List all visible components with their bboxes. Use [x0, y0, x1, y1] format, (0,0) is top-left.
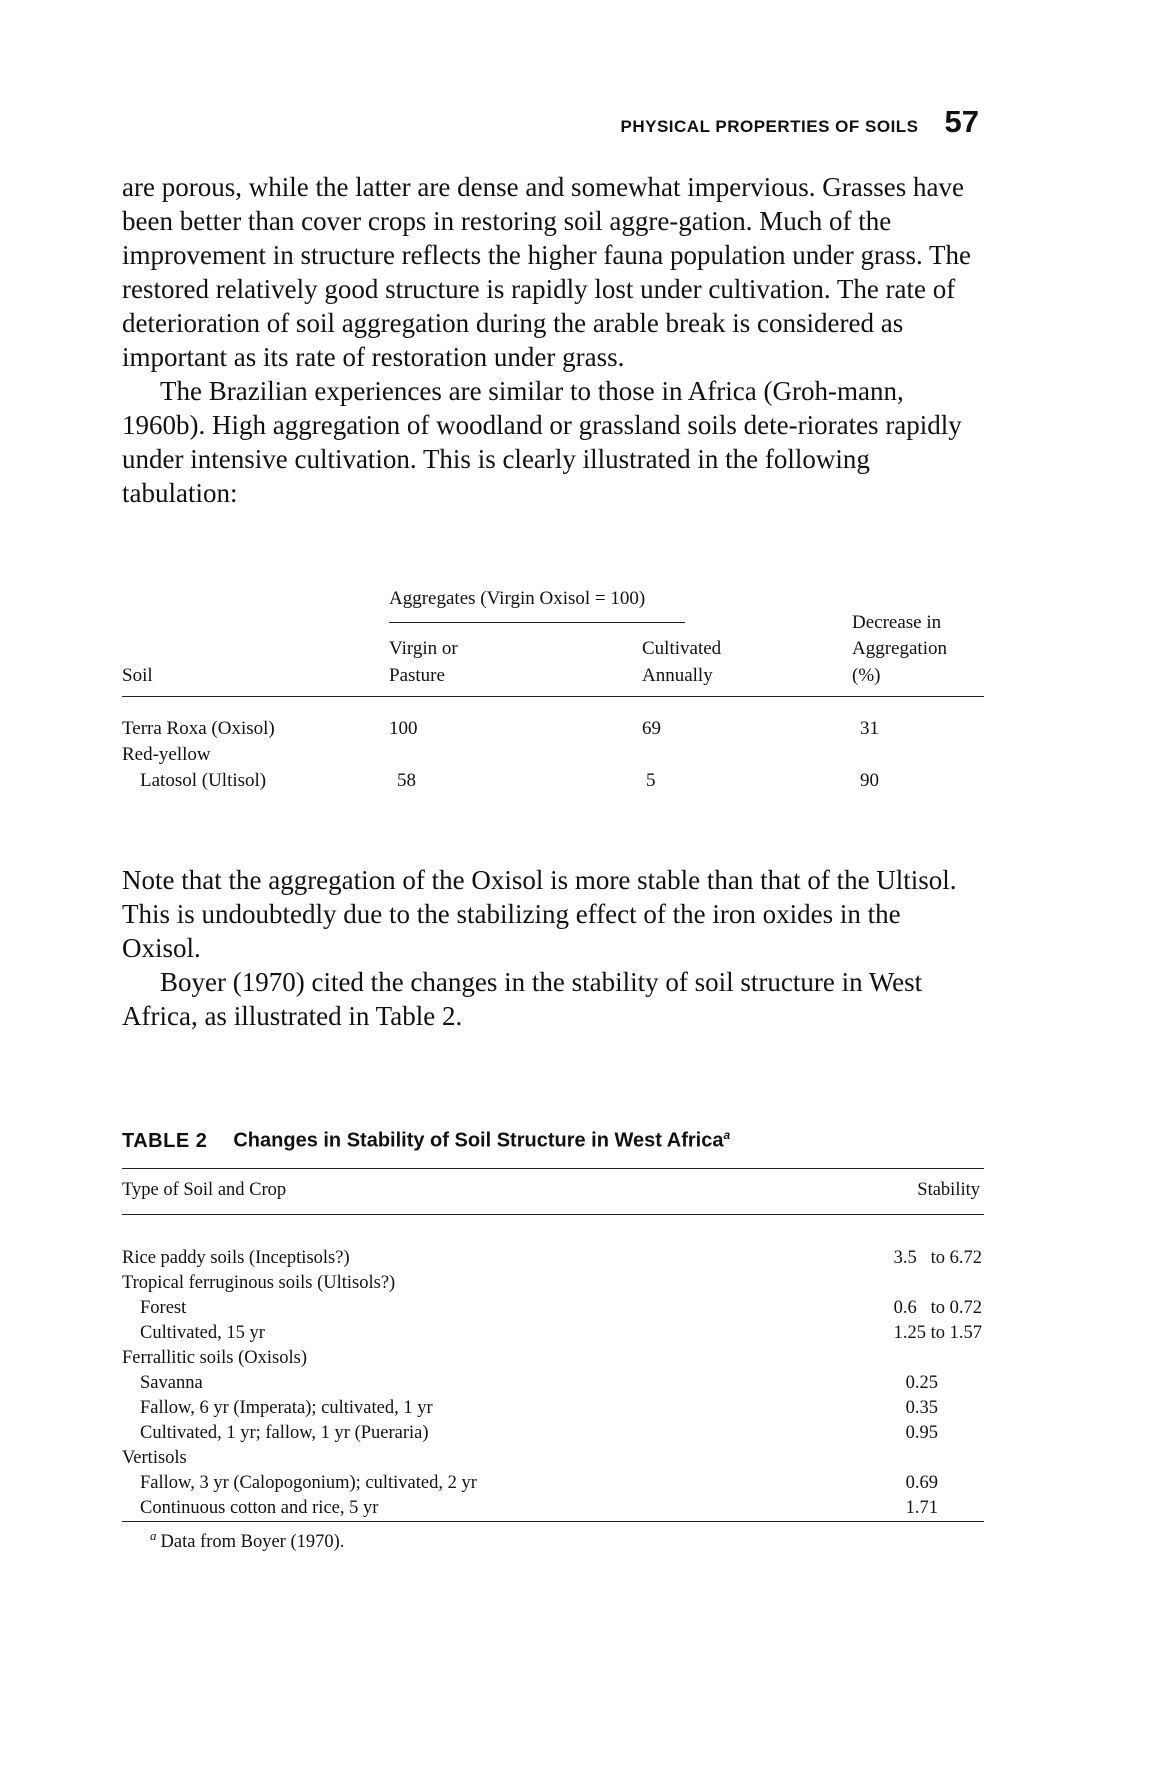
row-label: Vertisols	[122, 1448, 187, 1468]
row-label: Tropical ferruginous soils (Ultisols?)	[122, 1273, 396, 1293]
footnote-text: Data from Boyer (1970).	[160, 1532, 345, 1553]
table-caption	[122, 1128, 730, 1153]
group-header: Aggregates (Virgin Oxisol = 100)	[389, 588, 646, 609]
table-row	[122, 1273, 984, 1298]
footnote-mark: a	[150, 1528, 157, 1543]
table-rows	[122, 1248, 984, 1523]
row-soil: Red-yellow	[122, 744, 211, 765]
col-header-virgin-2: Pasture	[389, 665, 445, 686]
col-header-decrease-1: Decrease in	[852, 612, 942, 633]
table-row	[122, 1298, 984, 1323]
row-stability-value: 0.6 to 0.72	[893, 1298, 982, 1318]
col-header-decrease-3: (%)	[852, 665, 881, 686]
body-text-bottom	[122, 863, 984, 1033]
col-header-cultivated-1: Cultivated	[642, 638, 722, 659]
col-header-type: Type of Soil and Crop	[122, 1180, 287, 1200]
table-label: TABLE 2	[122, 1129, 208, 1152]
col-header-cultivated-2: Annually	[642, 665, 713, 686]
row-virgin: 58	[397, 770, 416, 791]
row-label: Rice paddy soils (Inceptisols?)	[122, 1248, 350, 1268]
row-label: Forest	[140, 1298, 187, 1318]
row-stability-value: 0.95	[905, 1423, 938, 1443]
row-stability-value: 0.69	[905, 1473, 938, 1493]
row-cultivated: 69	[642, 718, 661, 739]
table-title	[233, 1128, 730, 1153]
table-row	[122, 1348, 984, 1373]
row-label: Cultivated, 1 yr; fallow, 1 yr (Pueraria)	[140, 1423, 429, 1443]
table-footnote	[150, 1528, 344, 1553]
table-row	[122, 1398, 984, 1423]
row-label: Fallow, 6 yr (Imperata); cultivated, 1 yr	[140, 1398, 433, 1418]
table-bottom-rule	[122, 1521, 984, 1522]
row-soil: Terra Roxa (Oxisol)	[122, 718, 275, 739]
row-virgin: 100	[389, 718, 418, 739]
row-decrease: 31	[860, 718, 879, 739]
paragraph: Boyer (1970) cited the changes in the stability of soil structure in West Africa, as illustrated in Table 2.	[122, 967, 923, 1031]
table-row	[122, 1248, 984, 1273]
row-stability-value: 0.25	[905, 1373, 938, 1393]
group-header-rule	[389, 622, 685, 623]
table-row	[122, 1373, 984, 1398]
col-header-stability: Stability	[917, 1180, 980, 1200]
table-row	[122, 1423, 984, 1448]
row-stability-value: 0.35	[905, 1398, 938, 1418]
paragraph: The Brazilian experiences are similar to those in Africa (Groh-mann, 1960b). High aggregation of woodland or grassland soils dete-riorates rapidly under intensive cultivation. This is clearly illustrated in the following tabulation:	[122, 376, 962, 508]
running-title: PHYSICAL PROPERTIES OF SOILS	[620, 117, 919, 136]
header-rule	[122, 696, 984, 697]
row-label: Savanna	[140, 1373, 203, 1393]
table-row	[122, 1448, 984, 1473]
row-cultivated: 5	[646, 770, 656, 791]
table-row	[122, 1498, 984, 1523]
table-title-footnote-mark: a	[723, 1128, 731, 1142]
col-header-soil: Soil	[122, 665, 153, 686]
row-decrease: 90	[860, 770, 879, 791]
body-text-top	[122, 170, 984, 510]
table-title-text: Changes in Stability of Soil Structure in West Africa	[233, 1129, 724, 1152]
paragraph: Note that the aggregation of the Oxisol is more stable than that of the Ultisol. This is undoubtedly due to the stabilizing effect of the iron oxides in the Oxisol.	[122, 865, 957, 963]
table-row	[122, 1323, 984, 1348]
col-header-virgin-1: Virgin or	[389, 638, 458, 659]
paragraph: are porous, while the latter are dense and somewhat impervious. Grasses have been better than cover crops in restoring soil aggre-gation. Much of the improvement in structure reflects the higher fauna population under grass. The restored relatively good structure is rapidly lost under cultivation. The rate of deterioration of soil aggregation during the arable break is considered as important as its rate of restoration under grass.	[122, 172, 971, 372]
row-soil-continued: Latosol (Ultisol)	[140, 770, 267, 791]
page-number: 57	[944, 104, 979, 139]
row-stability-value: 1.71	[905, 1498, 938, 1518]
table-row	[122, 1473, 984, 1498]
row-stability-value: 3.5 to 6.72	[893, 1248, 982, 1268]
table-top-rule	[122, 1168, 984, 1169]
row-label: Ferrallitic soils (Oxisols)	[122, 1348, 307, 1368]
running-header	[621, 104, 980, 140]
row-label: Fallow, 3 yr (Calopogonium); cultivated, 2 yr	[140, 1473, 477, 1493]
table-header-rule	[122, 1214, 984, 1215]
row-label: Continuous cotton and rice, 5 yr	[140, 1498, 379, 1518]
row-label: Cultivated, 15 yr	[140, 1323, 265, 1343]
row-stability-value: 1.25 to 1.57	[893, 1323, 982, 1343]
col-header-decrease-2: Aggregation	[852, 638, 947, 659]
